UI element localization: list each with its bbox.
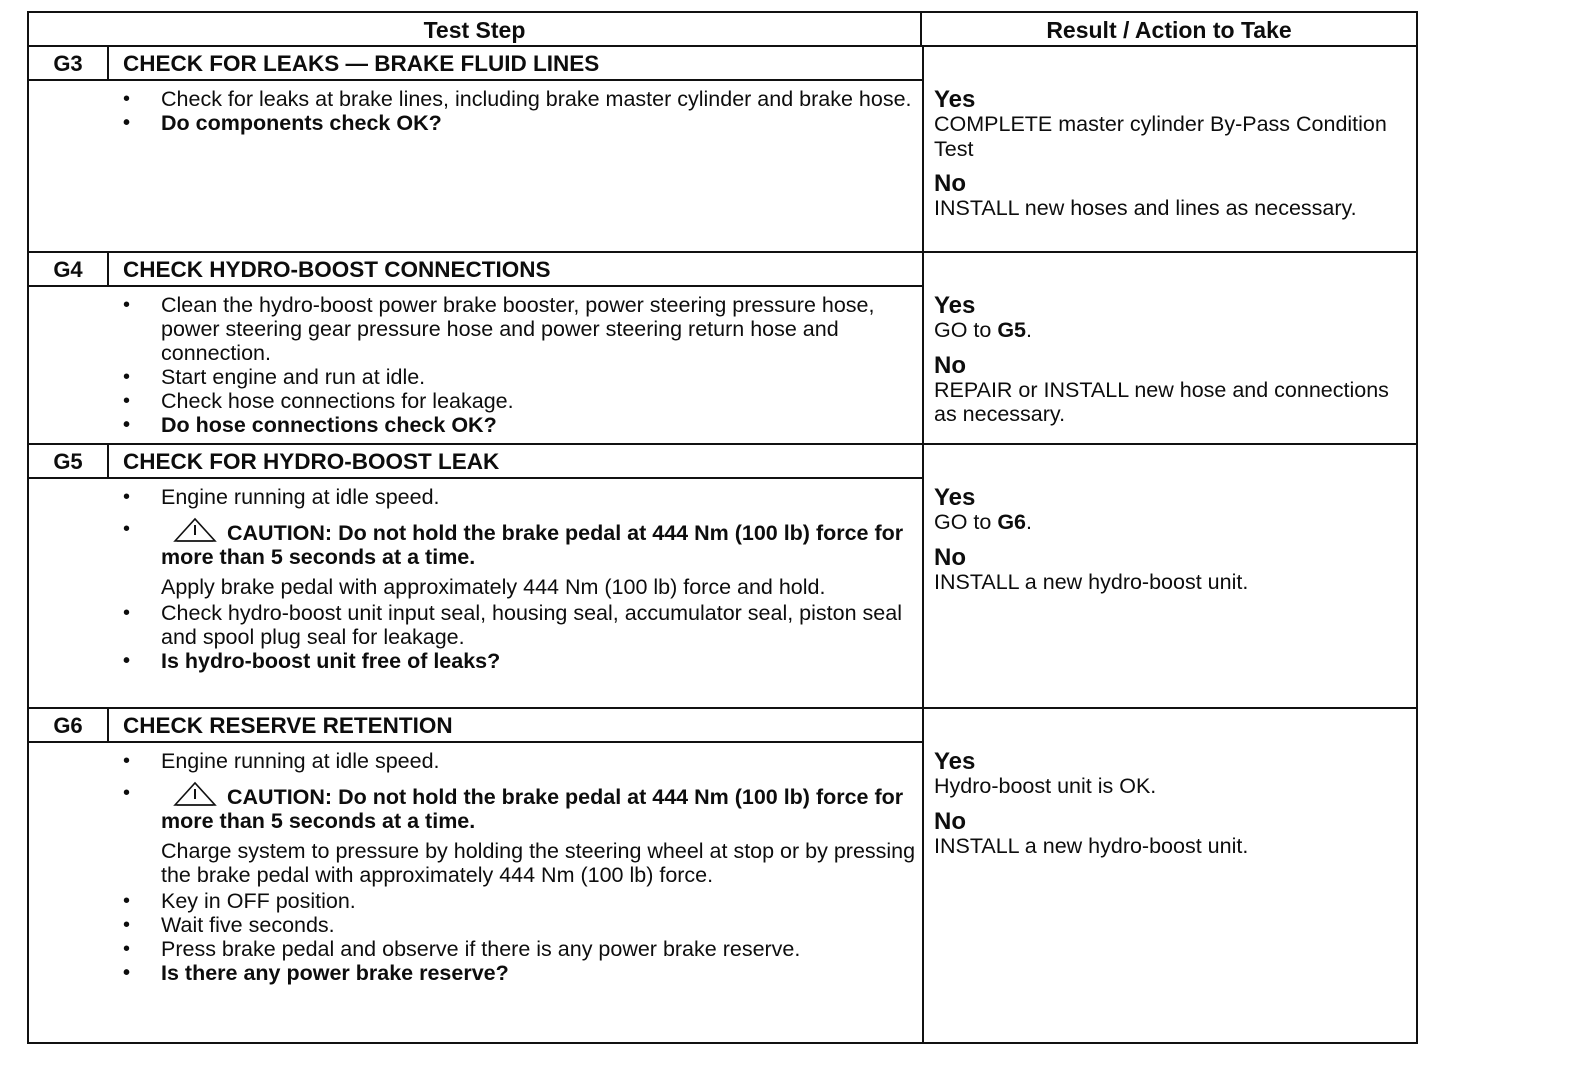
instruction-item: • Start engine and run at idle. bbox=[119, 365, 919, 389]
step-title: CHECK FOR LEAKS — BRAKE FLUID LINES bbox=[123, 51, 600, 76]
instruction-item: • Check hydro-boost unit input seal, housing seal, accumulator seal, piston seal and spool plug seal for leakage. bbox=[119, 601, 919, 649]
step-id: G3 bbox=[29, 47, 109, 79]
instruction-item: • Wait five seconds. bbox=[119, 913, 919, 937]
no-label: No bbox=[934, 807, 966, 835]
step-title-bar bbox=[29, 445, 922, 479]
step-instructions bbox=[119, 293, 919, 437]
yes-label: Yes bbox=[934, 86, 976, 113]
column-divider bbox=[922, 47, 924, 251]
goto-step-ref: G6 bbox=[997, 510, 1027, 534]
instruction-item: • Press brake pedal and observe if there is any power brake reserve. bbox=[119, 937, 919, 961]
no-action: INSTALL a new hydro-boost unit. bbox=[934, 569, 1249, 594]
step-id: G5 bbox=[29, 445, 109, 477]
diagnostic-table bbox=[27, 11, 1418, 1044]
column-divider bbox=[922, 445, 924, 707]
no-label: No bbox=[934, 543, 966, 571]
yes-action-prefix: GO to bbox=[934, 318, 998, 342]
yes-action bbox=[934, 510, 1404, 535]
step-title: CHECK FOR HYDRO-BOOST LEAK bbox=[123, 449, 500, 474]
warning-triangle-icon bbox=[171, 517, 219, 543]
step-title: CHECK HYDRO-BOOST CONNECTIONS bbox=[123, 257, 551, 282]
step-row-g3 bbox=[29, 47, 1416, 253]
yes-action-suffix: . bbox=[1026, 318, 1032, 342]
step-row-g6 bbox=[29, 709, 1416, 1042]
instruction-item: • Clean the hydro-boost power brake booster, power steering pressure hose, power steering gear pressure hose and power steering return hose and connection. bbox=[119, 293, 919, 365]
step-title-bar bbox=[29, 253, 922, 287]
result-action bbox=[934, 87, 1404, 221]
step-instructions bbox=[119, 87, 919, 135]
instruction-item: • Key in OFF position. bbox=[119, 889, 919, 913]
result-action bbox=[934, 749, 1404, 858]
instruction-question: • Is there any power brake reserve? bbox=[119, 961, 919, 985]
step-id: G4 bbox=[29, 253, 109, 285]
instruction-question: • Do components check OK? bbox=[119, 111, 919, 135]
no-label: No bbox=[934, 351, 966, 379]
yes-action-suffix: . bbox=[1026, 510, 1032, 534]
column-header-result-action: Result / Action to Take bbox=[922, 13, 1416, 47]
yes-action-prefix: GO to bbox=[934, 510, 998, 534]
instruction-item: • Check hose connections for leakage. bbox=[119, 389, 919, 413]
no-action: INSTALL a new hydro-boost unit. bbox=[934, 833, 1249, 858]
step-title-bar bbox=[29, 47, 922, 81]
no-action: INSTALL new hoses and lines as necessary. bbox=[934, 196, 1357, 220]
yes-action: Hydro-boost unit is OK. bbox=[934, 774, 1157, 798]
step-title: CHECK RESERVE RETENTION bbox=[123, 713, 453, 738]
yes-label: Yes bbox=[934, 748, 976, 775]
caution-item bbox=[119, 781, 919, 887]
result-action bbox=[934, 293, 1404, 427]
caution-item bbox=[119, 517, 919, 599]
step-title-bar bbox=[29, 709, 922, 743]
column-divider bbox=[922, 253, 924, 443]
caution-text: CAUTION: Do not hold the brake pedal at 444 Nm (100 lb) force for more than 5 seconds at a time. bbox=[161, 521, 904, 569]
step-row-g5 bbox=[29, 445, 1416, 709]
yes-action: COMPLETE master cylinder By-Pass Condition Test bbox=[934, 112, 1387, 161]
instruction-continuation: Apply brake pedal with approximately 444 Nm (100 lb) force and hold. bbox=[161, 575, 826, 599]
result-action bbox=[934, 485, 1404, 594]
column-header-test-step: Test Step bbox=[29, 13, 922, 47]
yes-action bbox=[934, 318, 1404, 343]
instruction-question: • Do hose connections check OK? bbox=[119, 413, 919, 437]
instruction-item: • Engine running at idle speed. bbox=[119, 749, 919, 773]
step-id: G6 bbox=[29, 709, 109, 741]
instruction-continuation: Charge system to pressure by holding the steering wheel at stop or by pressing the brake pedal with approximately 444 Nm (100 lb) force. bbox=[161, 839, 916, 887]
step-row-g4 bbox=[29, 253, 1416, 445]
instruction-item: • Engine running at idle speed. bbox=[119, 485, 919, 509]
step-instructions bbox=[119, 485, 919, 673]
instruction-question: • Is hydro-boost unit free of leaks? bbox=[119, 649, 919, 673]
yes-label: Yes bbox=[934, 292, 976, 319]
warning-triangle-icon bbox=[171, 781, 219, 807]
instruction-item: • Check for leaks at brake lines, including brake master cylinder and brake hose. bbox=[119, 87, 919, 111]
yes-label: Yes bbox=[934, 484, 976, 511]
caution-text: CAUTION: Do not hold the brake pedal at 444 Nm (100 lb) force for more than 5 seconds at a time. bbox=[161, 785, 904, 833]
no-action: REPAIR or INSTALL new hose and connections as necessary. bbox=[934, 377, 1389, 426]
goto-step-ref: G5 bbox=[997, 318, 1027, 342]
column-divider bbox=[922, 709, 924, 1042]
step-instructions bbox=[119, 749, 919, 985]
no-label: No bbox=[934, 170, 966, 197]
